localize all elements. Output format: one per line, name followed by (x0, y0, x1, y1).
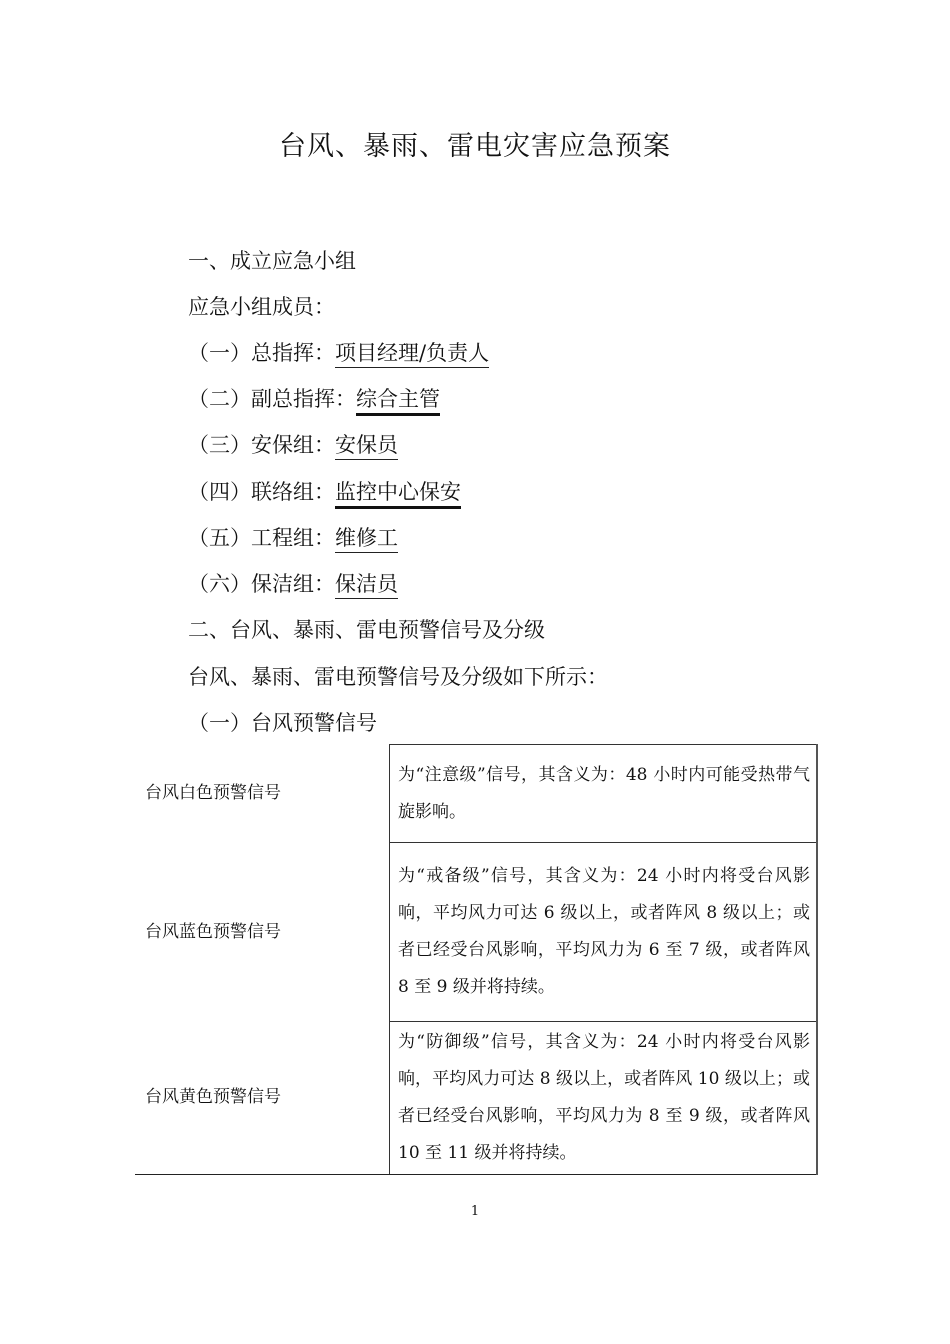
subsection-1-heading: （一）台风预警信号 (188, 711, 377, 735)
role-prefix: （一）总指挥： (188, 341, 335, 365)
role-deputy-commander (188, 384, 440, 414)
role-prefix: （四）联络组： (188, 480, 335, 504)
role-engineering-team (188, 523, 398, 553)
section-2-intro: 台风、暴雨、雷电预警信号及分级如下所示： (188, 665, 608, 689)
role-liaison-team (188, 477, 461, 507)
typhoon-signal-table (135, 744, 818, 1175)
page-number: 1 (470, 1204, 480, 1219)
signal-desc-cell: 为“防御级”信号，其含义为：24 小时内将受台风影响，平均风力可达 8 级以上，或者阵风 10 级以上；或者已经受台风影响，平均风力为 8 至 9 级，或者阵风 10 至 11 级并将持续。 (390, 1022, 818, 1175)
signal-name-cell: 台风黄色预警信号 (135, 1022, 390, 1175)
table-row (135, 745, 817, 843)
role-prefix: （六）保洁组： (188, 572, 335, 596)
role-value: 安保员 (335, 433, 398, 460)
table-row (135, 1022, 817, 1175)
signal-name-cell: 台风白色预警信号 (135, 745, 390, 843)
document-title: 台风、暴雨、雷电灾害应急预案 (279, 131, 671, 162)
table-row (135, 843, 817, 1022)
role-prefix: （二）副总指挥： (188, 387, 356, 411)
signal-desc-cell: 为“注意级”信号，其含义为：48 小时内可能受热带气旋影响。 (390, 745, 818, 843)
role-prefix: （三）安保组： (188, 433, 335, 457)
signal-name-cell: 台风蓝色预警信号 (135, 843, 390, 1022)
role-value: 维修工 (335, 526, 398, 553)
role-security-team (188, 430, 398, 460)
role-commander (188, 338, 489, 368)
section-2-heading: 二、台风、暴雨、雷电预警信号及分级 (188, 618, 545, 642)
role-prefix: （五）工程组： (188, 526, 335, 550)
role-value: 监控中心保安 (335, 480, 461, 509)
signal-desc-cell: 为“戒备级”信号，其含义为：24 小时内将受台风影响，平均风力可达 6 级以上，或者阵风 8 级以上；或者已经受台风影响，平均风力为 6 至 7 级，或者阵风 8 至 9 级并将持续。 (390, 843, 818, 1022)
role-value: 综合主管 (356, 387, 440, 416)
role-value: 项目经理/负责人 (335, 341, 489, 368)
role-cleaning-team (188, 569, 398, 599)
role-value: 保洁员 (335, 572, 398, 599)
section-1-heading: 一、成立应急小组 (188, 249, 356, 273)
members-label: 应急小组成员： (188, 295, 335, 319)
